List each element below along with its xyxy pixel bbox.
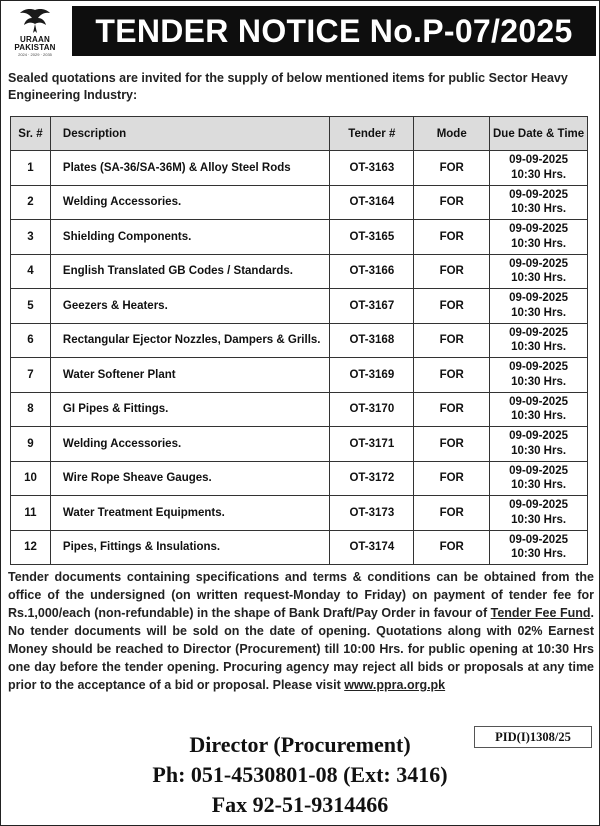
row-due-date: 09-09-2025 <box>509 292 568 305</box>
contact-footer <box>0 730 600 820</box>
row-due-date: 09-09-2025 <box>509 464 568 477</box>
row-mode: FOR <box>414 427 490 462</box>
row-description: Wire Rope Sheave Gauges. <box>50 461 329 496</box>
row-due-time: 10:30 Hrs. <box>511 410 567 423</box>
header <box>0 0 600 64</box>
table-row <box>11 530 588 565</box>
row-description: Pipes, Fittings & Insulations. <box>50 530 329 565</box>
row-sr: 4 <box>11 254 51 289</box>
table-row <box>11 358 588 393</box>
bird-icon <box>18 6 52 36</box>
row-due <box>490 185 588 220</box>
row-tender-number: OT-3166 <box>330 254 414 289</box>
row-due-time: 10:30 Hrs. <box>511 375 567 388</box>
row-tender-number: OT-3164 <box>330 185 414 220</box>
table-row <box>11 461 588 496</box>
row-sr: 2 <box>11 185 51 220</box>
row-due-time: 10:30 Hrs. <box>511 203 567 216</box>
row-due-date: 09-09-2025 <box>509 154 568 167</box>
logo-text-pakistan: PAKISTAN <box>14 43 56 52</box>
row-due-time: 10:30 Hrs. <box>511 444 567 457</box>
tender-fee-fund: Tender Fee Fund <box>490 606 591 620</box>
row-mode: FOR <box>414 392 490 427</box>
table-row <box>11 220 588 255</box>
row-mode: FOR <box>414 530 490 565</box>
table-row <box>11 254 588 289</box>
row-tender-number: OT-3170 <box>330 392 414 427</box>
terms-text-2: (non-refundable) in the shape of Bank Draft/Pay Order in favour of <box>90 606 491 620</box>
footer-phone: Ph: 051-4530801-08 (Ext: 3416) <box>152 762 448 787</box>
row-tender-number: OT-3171 <box>330 427 414 462</box>
tender-table <box>10 116 588 565</box>
row-tender-number: OT-3168 <box>330 323 414 358</box>
logo-text-uraan: URAAN <box>20 35 50 44</box>
row-mode: FOR <box>414 358 490 393</box>
row-description: Welding Accessories. <box>50 427 329 462</box>
row-due-time: 10:30 Hrs. <box>511 306 567 319</box>
table-row <box>11 185 588 220</box>
row-tender-number: OT-3174 <box>330 530 414 565</box>
row-due-date: 09-09-2025 <box>509 188 568 201</box>
row-due-time: 10:30 Hrs. <box>511 237 567 250</box>
row-due-date: 09-09-2025 <box>509 499 568 512</box>
row-description: GI Pipes & Fittings. <box>50 392 329 427</box>
row-sr: 5 <box>11 289 51 324</box>
row-description: Welding Accessories. <box>50 185 329 220</box>
page-title: TENDER NOTICE No.P-07/2025 <box>95 13 573 49</box>
row-tender-number: OT-3172 <box>330 461 414 496</box>
table-row <box>11 323 588 358</box>
row-due-time: 10:30 Hrs. <box>511 548 567 561</box>
row-due-date: 09-09-2025 <box>509 430 568 443</box>
row-description: Plates (SA-36/SA-36M) & Alloy Steel Rods <box>50 151 329 186</box>
row-due-time: 10:30 Hrs. <box>511 168 567 181</box>
terms-paragraph <box>8 568 594 694</box>
table-row <box>11 392 588 427</box>
terms-text-1: Tender documents containing specifications and terms & conditions can be obtained from the office of the undersigned (on written request-Monday to Friday) on payment of tender fee for <box>8 570 594 602</box>
row-sr: 6 <box>11 323 51 358</box>
row-due-time: 10:30 Hrs. <box>511 513 567 526</box>
row-due <box>490 358 588 393</box>
row-tender-number: OT-3167 <box>330 289 414 324</box>
row-sr: 1 <box>11 151 51 186</box>
row-tender-number: OT-3169 <box>330 358 414 393</box>
pid-number: PID(I)1308/25 <box>474 726 592 748</box>
header-due: Due Date & Time <box>490 117 588 151</box>
row-sr: 10 <box>11 461 51 496</box>
row-due-date: 09-09-2025 <box>509 257 568 270</box>
row-sr: 8 <box>11 392 51 427</box>
row-mode: FOR <box>414 220 490 255</box>
row-description: English Translated GB Codes / Standards. <box>50 254 329 289</box>
title-banner <box>72 6 596 56</box>
row-due <box>490 427 588 462</box>
ppra-website-link[interactable]: www.ppra.org.pk <box>344 678 446 692</box>
row-mode: FOR <box>414 185 490 220</box>
row-due-date: 09-09-2025 <box>509 533 568 546</box>
table-row <box>11 427 588 462</box>
logo-tagline: 2024 · 2029 · 2035 <box>18 52 52 57</box>
row-due-date: 09-09-2025 <box>509 326 568 339</box>
header-mode: Mode <box>414 117 490 151</box>
table-row <box>11 289 588 324</box>
row-tender-number: OT-3173 <box>330 496 414 531</box>
tender-fee-amount: Rs.1,000/each <box>8 606 91 620</box>
table-row <box>11 496 588 531</box>
row-due <box>490 254 588 289</box>
row-mode: FOR <box>414 289 490 324</box>
uraan-pakistan-logo <box>4 6 66 60</box>
row-due <box>490 289 588 324</box>
row-mode: FOR <box>414 461 490 496</box>
row-mode: FOR <box>414 254 490 289</box>
row-due-date: 09-09-2025 <box>509 361 568 374</box>
row-due <box>490 220 588 255</box>
row-due-date: 09-09-2025 <box>509 395 568 408</box>
row-due <box>490 151 588 186</box>
row-sr: 11 <box>11 496 51 531</box>
row-due-time: 10:30 Hrs. <box>511 272 567 285</box>
earnest-money-notice: Quotations along with 02% Earnest Money should be reached to Director (Procurement) till 10:00 Hrs. for public opening at 10:30 Hrs one day before the tender opening. <box>8 624 594 674</box>
row-mode: FOR <box>414 323 490 358</box>
terms-text-3: . No tender documents will be sold on the date of opening. <box>8 606 594 638</box>
row-due <box>490 496 588 531</box>
footer-director: Director (Procurement) <box>189 732 411 757</box>
row-mode: FOR <box>414 151 490 186</box>
row-description: Rectangular Ejector Nozzles, Dampers & Grills. <box>50 323 329 358</box>
row-due <box>490 323 588 358</box>
footer-fax: Fax 92-51-9314466 <box>211 792 389 817</box>
intro-paragraph: Sealed quotations are invited for the supply of below mentioned items for public Sector Heavy Engineering Industry: <box>8 71 568 102</box>
header-sr: Sr. # <box>11 117 51 151</box>
row-mode: FOR <box>414 496 490 531</box>
row-due <box>490 530 588 565</box>
row-due <box>490 461 588 496</box>
row-sr: 9 <box>11 427 51 462</box>
table-row <box>11 151 588 186</box>
row-description: Shielding Components. <box>50 220 329 255</box>
table-header-row <box>11 117 588 151</box>
row-sr: 3 <box>11 220 51 255</box>
row-description: Geezers & Heaters. <box>50 289 329 324</box>
terms-text-5: Procuring agency may reject all bids or proposals at any time prior to the acceptance of a bid or proposal. Please visit <box>8 660 595 692</box>
row-description: Water Treatment Equipments. <box>50 496 329 531</box>
row-due-time: 10:30 Hrs. <box>511 341 567 354</box>
row-due <box>490 392 588 427</box>
row-tender-number: OT-3165 <box>330 220 414 255</box>
header-description: Description <box>50 117 329 151</box>
row-due-date: 09-09-2025 <box>509 223 568 236</box>
row-sr: 12 <box>11 530 51 565</box>
header-tender: Tender # <box>330 117 414 151</box>
row-sr: 7 <box>11 358 51 393</box>
row-tender-number: OT-3163 <box>330 151 414 186</box>
row-description: Water Softener Plant <box>50 358 329 393</box>
row-due-time: 10:30 Hrs. <box>511 479 567 492</box>
